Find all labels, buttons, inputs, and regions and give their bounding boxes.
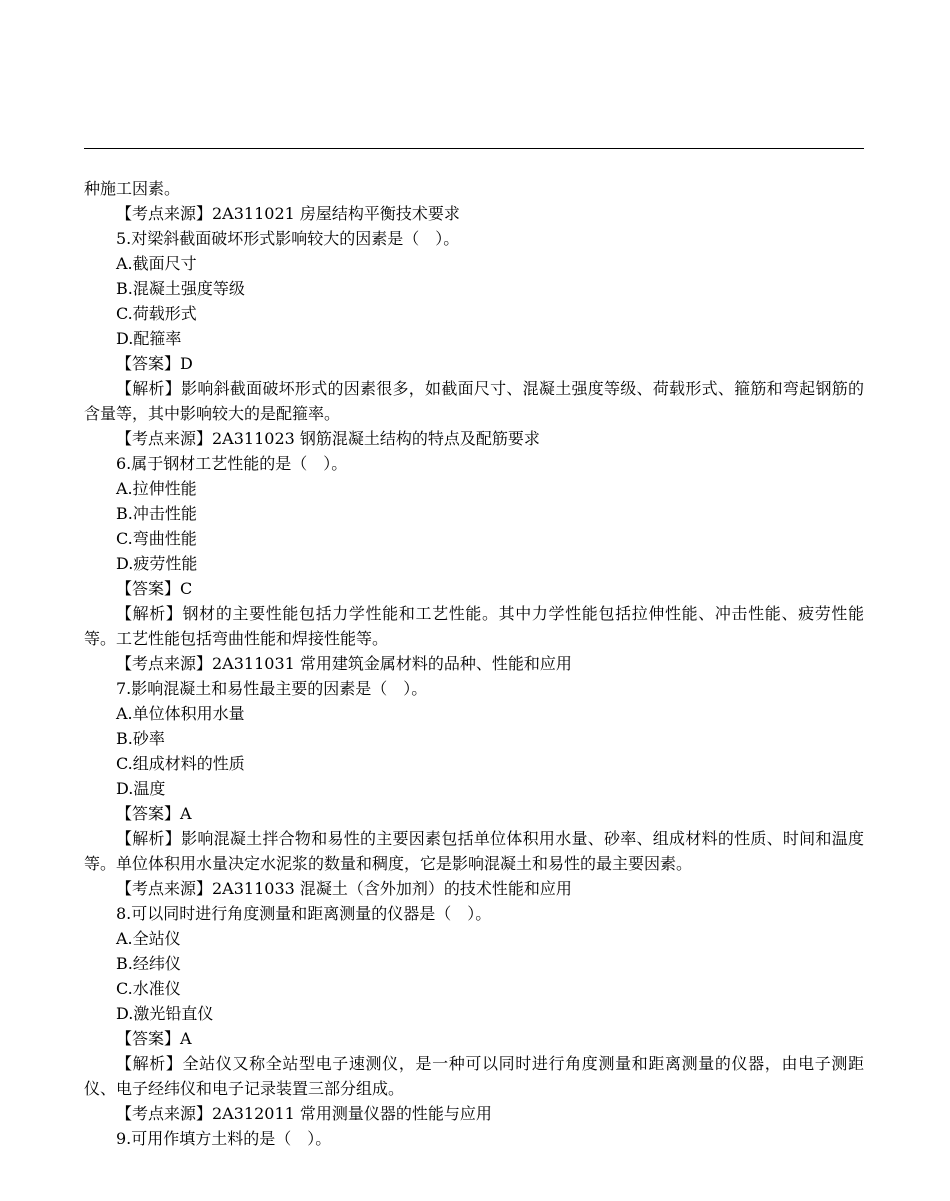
text-line: C.组成材料的性质 [116,754,245,773]
text-line: B.冲击性能 [116,504,197,523]
text-line: 【考点来源】2A311031 常用建筑金属材料的品种、性能和应用 [116,654,572,673]
text-line: A.截面尺寸 [116,254,197,273]
text-line: D.配箍率 [116,329,182,348]
text-line: A.拉伸性能 [116,479,197,498]
text-line: B.经纬仪 [116,954,181,973]
text-line: 【考点来源】2A311033 混凝土（含外加剂）的技术性能和应用 [116,879,572,898]
text-line: 5.对梁斜截面破坏形式影响较大的因素是（ ）。 [116,229,460,248]
text-line: 【考点来源】2A311023 钢筋混凝土结构的特点及配筋要求 [116,429,540,448]
text-line: D.疲劳性能 [116,554,198,573]
text-line: C.弯曲性能 [116,529,197,548]
text-line: 【考点来源】2A312011 常用测量仪器的性能与应用 [116,1104,492,1123]
text-line: 6.属于钢材工艺性能的是（ ）。 [116,454,348,473]
continuation-line: 种施工因素。 [84,179,181,198]
explanation-paragraph: 【解析】钢材的主要性能包括力学性能和工艺性能。其中力学性能包括拉伸性能、冲击性能、疲劳性能等。工艺性能包括弯曲性能和焊接性能等。 [84,604,864,648]
text-line: 【答案】C [116,579,193,598]
text-line: 9.可用作填方土料的是（ ）。 [116,1129,332,1148]
header-rule [84,148,864,149]
text-line: 【答案】D [116,354,193,373]
text-line: C.荷载形式 [116,304,197,323]
text-line: D.激光铅直仪 [116,1004,214,1023]
text-line: C.水准仪 [116,979,181,998]
explanation-paragraph: 【解析】全站仪又称全站型电子速测仪，是一种可以同时进行角度测量和距离测量的仪器，由电子测距仪、电子经纬仪和电子记录装置三部分组成。 [84,1054,864,1098]
text-line: 【考点来源】2A311021 房屋结构平衡技术要求 [116,204,460,223]
text-line: 【答案】A [116,1029,192,1048]
text-line: D.温度 [116,779,166,798]
explanation-paragraph: 【解析】影响斜截面破坏形式的因素很多，如截面尺寸、混凝土强度等级、荷载形式、箍筋和弯起钢筋的含量等，其中影响较大的是配箍率。 [84,379,864,423]
text-line: B.混凝土强度等级 [116,279,245,298]
explanation-paragraph: 【解析】影响混凝土拌合物和易性的主要因素包括单位体积用水量、砂率、组成材料的性质、时间和温度等。单位体积用水量决定水泥浆的数量和稠度，它是影响混凝土和易性的最主要因素。 [84,829,864,873]
text-line: A.全站仪 [116,929,181,948]
document-body [84,176,864,1151]
text-line: 8.可以同时进行角度测量和距离测量的仪器是（ ）。 [116,904,492,923]
text-line: B.砂率 [116,729,165,748]
text-line: 7.影响混凝土和易性最主要的因素是（ ）。 [116,679,428,698]
text-line: 【答案】A [116,804,192,823]
text-line: A.单位体积用水量 [116,704,245,723]
